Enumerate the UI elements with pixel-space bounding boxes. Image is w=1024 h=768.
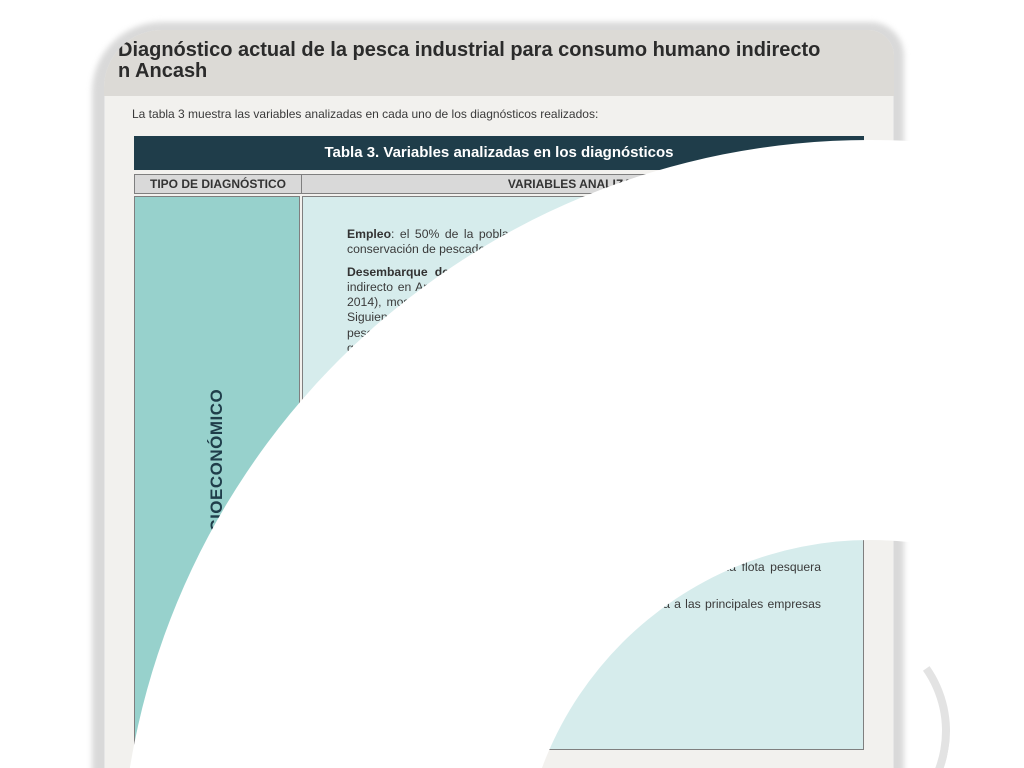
variable-name: Empleo xyxy=(347,227,392,241)
variable-item xyxy=(347,522,821,553)
variable-name: Número de plantas pesqueras: xyxy=(347,409,527,424)
section-title-line-2: n Ancash xyxy=(118,60,208,82)
variable-item xyxy=(347,409,821,440)
variable-item xyxy=(347,265,821,403)
variable-name: Tecnología: xyxy=(347,559,415,574)
variable-name: Pobreza: xyxy=(347,522,399,537)
variables-list xyxy=(347,227,821,635)
column-header-type: TIPO DE DIAGNÓSTICO xyxy=(135,175,302,193)
document-page xyxy=(104,30,894,768)
variable-name: Educación xyxy=(347,484,409,499)
variable-name: Desembarque de principales especies: xyxy=(347,264,584,279)
table-header-row xyxy=(134,174,864,194)
variable-item xyxy=(347,560,821,591)
variable-name: Asociatividad xyxy=(347,597,427,612)
variables-table xyxy=(134,136,864,750)
variable-text: el aporte de la actividad pesquera representa el 3% del VAB total de la Región xyxy=(347,446,821,477)
diagnostic-type-cell xyxy=(134,196,300,750)
variable-text: : el 37% de la población dedicada a la pesca cuenta con educación primaria y el 35% con educación secundaria xyxy=(347,484,821,514)
diagnostic-type-label: SOCIOECONÓMICO xyxy=(207,388,226,558)
section-title xyxy=(118,40,878,82)
variable-text: el 90% de las personas que se dedican a la pesca se califican como "no pobres" xyxy=(347,522,821,552)
column-header-variables: VARIABLES ANALIZADAS xyxy=(507,177,658,191)
table-title: Tabla 3. Variables analizadas en los diagnósticos xyxy=(134,136,864,170)
variables-cell xyxy=(302,196,864,750)
variable-text: : el 50% de la población se dedica a la actividad pesquera (procesamiento, conservación de pescados, crustáceos y moluscos) y el 35% a la pesca marítima. xyxy=(347,227,821,257)
variable-text: 60 plantas de harina de pescado. A la fecha 56 están vigentes xyxy=(347,409,822,439)
variable-item xyxy=(347,227,821,258)
variable-name: Valor añadido bruto: xyxy=(347,446,466,461)
variable-item xyxy=(347,447,821,478)
section-title-line-1: Diagnóstico actual de la pesca industrial para consumo humano indirecto xyxy=(118,39,821,61)
variable-item xyxy=(347,597,821,628)
variable-text: en 2015 un total de 912 embarcaciones conformaron la flota pesquera industrial de CHI, principalmente de madera y acero xyxy=(347,559,821,589)
variable-item xyxy=(347,484,821,515)
section-title-band xyxy=(104,30,894,96)
variable-text: el desembarque para consumo humano indirecto en Ancash ha decrecido significativamente en los 10 años evaluados (2005-2014), mostrando un nivel 86% menor en 2014 que el nivel del 2005 (ver gráfico 3). Siguiendo la tendencia del desembarque de anchoveta, la producción de harina de pescado ha presentado una fuerte caída desde el 2004 hasta el 2014. Esta significó que en 2014 la región de Ancash dejó de percibir USD 118 millones de dólares al año por concepto de exportación de harina y aceite de pescado². Se valoriza la producción de harina de pescado bajo su precio de exportación. Se debe considerar que esto es con fines ilustrativos, debido a que no se exporta el 100% de la producción xyxy=(347,264,821,401)
variable-text: : la Sociedad Nacional de Pesquería agrupa a las principales empresas harineras del país xyxy=(347,597,821,627)
intro-paragraph: La tabla 3 muestra las variables analizadas en cada uno de los diagnósticos realizados: xyxy=(132,107,599,121)
